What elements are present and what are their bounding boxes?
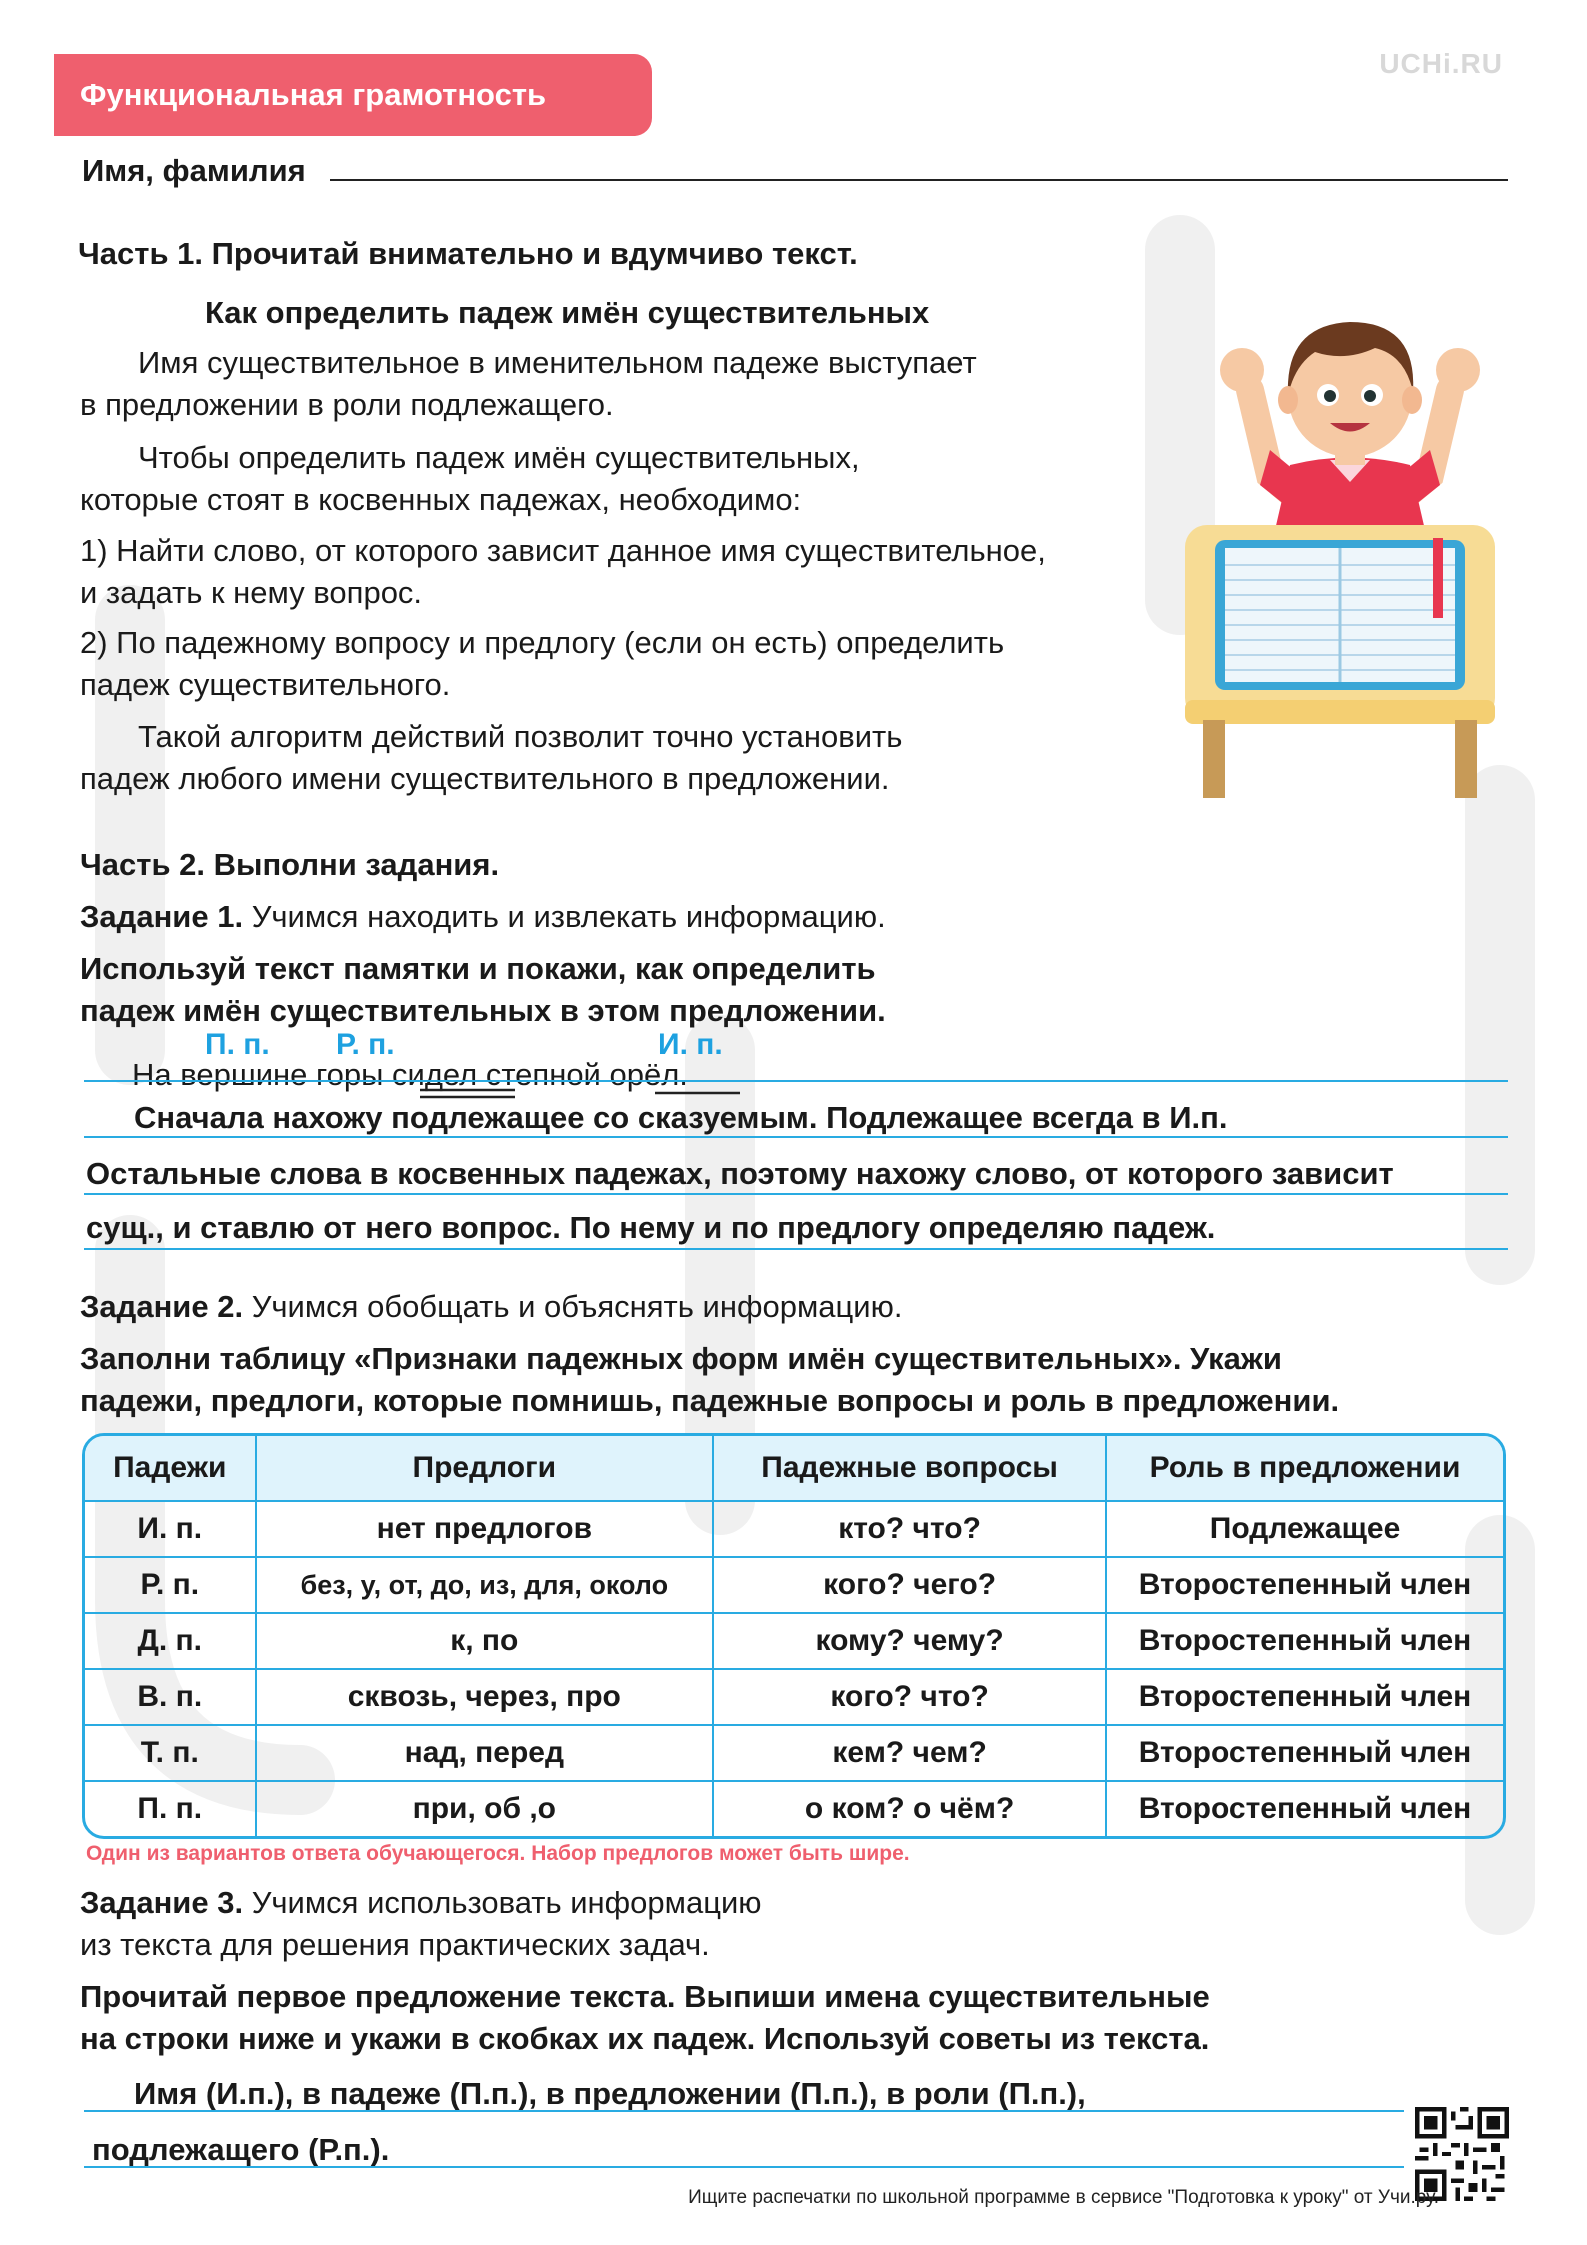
part1-heading: Часть 1. Прочитай внимательно и вдумчиво текст. <box>78 236 858 271</box>
text-p2-line2: которые стоят в косвенных падежах, необходимо: <box>80 482 802 517</box>
task1-text: Учимся находить и извлекать информацию. <box>251 899 886 934</box>
table-cell[interactable]: Второстепенный член <box>1107 1558 1503 1614</box>
answer-line[interactable] <box>84 1248 1508 1250</box>
task3-label: Задание 3. <box>80 1885 244 1920</box>
task3-text-line1: Учимся использовать информацию <box>251 1885 762 1920</box>
table-cell[interactable]: Подлежащее <box>1107 1502 1503 1558</box>
answer-line[interactable] <box>84 1193 1508 1195</box>
example-sentence: На вершине горы сидел степной орёл. <box>132 1057 688 1092</box>
task1-instruction-line2: падеж имён существительных в этом предложении. <box>80 993 886 1028</box>
task2-instruction-line2: падежи, предлоги, которые помнишь, падежные вопросы и роль в предложении. <box>80 1383 1340 1418</box>
table-cell[interactable]: к, по <box>257 1614 715 1670</box>
text-p2-line1: Чтобы определить падеж имён существительных, <box>138 440 860 475</box>
case-mark-3: И. п. <box>658 1028 723 1061</box>
text-step2-line1: 2) По падежному вопросу и предлогу (если он есть) определить <box>80 625 1005 660</box>
table-header: Падежные вопросы <box>714 1436 1107 1502</box>
table-cell[interactable]: И. п. <box>85 1502 257 1558</box>
task3-text-line2: из текста для решения практических задач. <box>80 1927 710 1962</box>
footer-text: Ищите распечатки по школьной программе в сервисе "Подготовка к уроку" от Учи.ру. <box>688 2187 1439 2208</box>
task2-text: Учимся обобщать и объяснять информацию. <box>251 1289 903 1324</box>
task1-label: Задание 1. <box>80 899 244 934</box>
text-step1-line2: и задать к нему вопрос. <box>80 575 423 610</box>
table-cell[interactable]: Д. п. <box>85 1614 257 1670</box>
table-cell[interactable]: кем? чем? <box>714 1726 1107 1782</box>
task1-answer-line3: сущ., и ставлю от него вопрос. По нему и по предлогу определяю падеж. <box>86 1210 1216 1245</box>
table-cell[interactable]: Т. п. <box>85 1726 257 1782</box>
table-row <box>85 1614 1503 1670</box>
name-input-line[interactable] <box>330 179 1508 181</box>
answer-line[interactable] <box>84 2110 1404 2112</box>
text-p3-line2: падеж любого имени существительного в предложении. <box>80 761 890 796</box>
table-row <box>85 1558 1503 1614</box>
brand-logo: UCHi.RU <box>1379 48 1503 79</box>
table-cell[interactable]: кого? чего? <box>714 1558 1107 1614</box>
table-cell[interactable]: Второстепенный член <box>1138 1792 1472 1825</box>
table-cell[interactable]: Второстепенный член <box>1107 1670 1503 1726</box>
text-p1-line1: Имя существительное в именительном падеже выступает <box>138 345 977 380</box>
table-cell[interactable]: кто? что? <box>714 1502 1107 1558</box>
text-p1-line2: в предложении в роли подлежащего. <box>80 387 614 422</box>
task1-answer-line1: Сначала нахожу подлежащее со сказуемым. Подлежащее всегда в И.п. <box>134 1100 1228 1135</box>
task3-heading <box>80 1882 762 1924</box>
case-mark-1: П. п. <box>205 1028 270 1061</box>
table-cell[interactable]: над, перед <box>257 1726 715 1782</box>
table-cell[interactable]: Второстепенный член <box>1107 1614 1503 1670</box>
table-cell[interactable]: о ком? о чём? <box>714 1782 1107 1836</box>
task1-instruction-line1: Используй текст памятки и покажи, как определить <box>80 951 876 986</box>
text-step2-line2: падеж существительного. <box>80 667 451 702</box>
task3-answer-line2: подлежащего (Р.п.). <box>92 2132 390 2167</box>
answer-line[interactable] <box>84 1136 1508 1138</box>
table-row <box>85 1782 1503 1836</box>
table-cell[interactable]: кому? чему? <box>714 1614 1107 1670</box>
table-cell[interactable]: без, у, от, до, из, для, около <box>257 1558 715 1614</box>
part2-heading: Часть 2. Выполни задания. <box>80 847 500 882</box>
table-header: Предлоги <box>257 1436 715 1502</box>
subject-badge: Функциональная грамотность <box>54 54 652 136</box>
table-row <box>85 1670 1503 1726</box>
task3-instruction-line1: Прочитай первое предложение текста. Выпиши имена существительные <box>80 1979 1210 2014</box>
task2-instruction-line1: Заполни таблицу «Признаки падежных форм имён существительных». Укажи <box>80 1341 1282 1376</box>
case-mark-2: Р. п. <box>336 1028 395 1061</box>
cases-table <box>82 1433 1506 1839</box>
answer-line[interactable] <box>84 1080 1508 1082</box>
text-step1-line1: 1) Найти слово, от которого зависит данное имя существительное, <box>80 533 1046 568</box>
task2-label: Задание 2. <box>80 1289 244 1324</box>
boy-at-desk-illustration <box>1185 300 1515 800</box>
table-cell[interactable]: Второстепенный член <box>1107 1726 1503 1782</box>
table-cell[interactable]: П. п. <box>85 1782 257 1836</box>
table-row <box>85 1726 1503 1782</box>
table-cell[interactable]: В. п. <box>85 1670 257 1726</box>
task1-heading <box>80 896 886 938</box>
table-row <box>85 1502 1503 1558</box>
table-cell[interactable]: нет предлогов <box>257 1502 715 1558</box>
task3-instruction-line2: на строки ниже и укажи в скобках их падеж. Используй советы из текста. <box>80 2021 1210 2056</box>
table-header: Роль в предложении <box>1107 1436 1503 1502</box>
answer-note: Один из вариантов ответа обучающегося. Набор предлогов может быть шире. <box>86 1842 910 1865</box>
answer-line[interactable] <box>84 2166 1404 2168</box>
name-label: Имя, фамилия <box>82 153 306 188</box>
text-p3-line1: Такой алгоритм действий позволит точно установить <box>138 719 903 754</box>
text-title: Как определить падеж имён существительных <box>205 295 930 330</box>
table-cell[interactable]: при, об ,о <box>257 1782 715 1836</box>
table-cell[interactable]: Р. п. <box>85 1558 257 1614</box>
task3-answer-line1: Имя (И.п.), в падеже (П.п.), в предложении (П.п.), в роли (П.п.), <box>134 2076 1086 2111</box>
task2-heading <box>80 1286 902 1328</box>
table-cell[interactable]: кого? что? <box>714 1670 1107 1726</box>
table-cell[interactable]: сквозь, через, про <box>257 1670 715 1726</box>
table-header: Падежи <box>85 1436 257 1502</box>
task1-answer-line2: Остальные слова в косвенных падежах, поэтому нахожу слово, от которого зависит <box>86 1156 1394 1191</box>
